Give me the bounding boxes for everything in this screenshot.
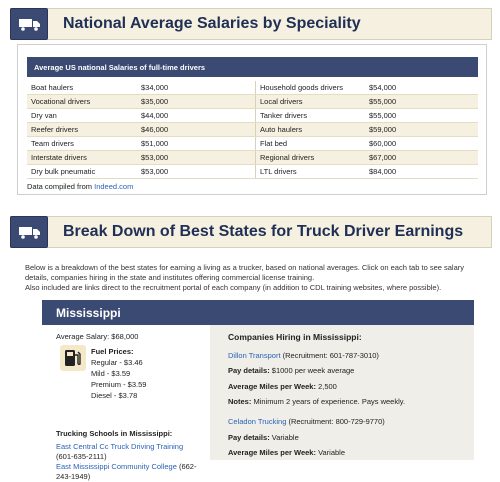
company-link[interactable]: Dillon Transport — [228, 351, 281, 360]
cell-speciality: Flat bed — [255, 137, 369, 150]
states-intro — [25, 263, 485, 293]
schools-title: Trucking Schools in Mississippi: — [56, 429, 173, 438]
intro-paragraph: Also included are links direct to the recruitment portal of each company (in addition to CDL training websites, where possible). — [25, 283, 442, 292]
school-phone: (601-635-2111) — [56, 452, 107, 461]
cell-speciality: Vocational drivers — [31, 97, 91, 106]
cell-salary: $55,000 — [369, 97, 397, 106]
state-summary — [42, 325, 210, 481]
cell-salary: $46,000 — [141, 125, 169, 134]
miles-value: Variable — [318, 448, 346, 457]
pay-value: Variable — [271, 433, 299, 442]
miles-label: Average Miles per Week: — [228, 448, 316, 457]
company-line — [228, 417, 385, 426]
miles-value: 2,500 — [318, 382, 337, 391]
table-row — [27, 109, 478, 123]
average-salary: Average Salary: $68,000 — [56, 332, 139, 341]
school-link[interactable]: East Central Cc Truck Driving Training — [56, 442, 184, 451]
miles-details — [228, 448, 345, 457]
indeed-link[interactable]: Indeed.com — [94, 182, 134, 191]
cell-salary: $84,000 — [369, 167, 397, 176]
table-row — [27, 165, 478, 179]
pay-details — [228, 366, 354, 375]
cell-speciality: Boat haulers — [31, 83, 74, 92]
cell-speciality: Household goods drivers — [255, 81, 369, 94]
fuel-price: Regular - $3.46 — [91, 358, 143, 367]
state-name: Mississippi — [56, 306, 121, 320]
salary-table — [27, 81, 478, 179]
cell-salary: $53,000 — [141, 153, 169, 162]
company-line — [228, 351, 379, 360]
companies-title: Companies Hiring in Mississippi: — [228, 332, 362, 342]
cell-salary: $67,000 — [369, 153, 397, 162]
salaries-section-header — [10, 8, 492, 40]
cell-salary: $51,000 — [141, 139, 169, 148]
cell-salary: $44,000 — [141, 111, 169, 120]
pay-details — [228, 433, 299, 442]
recruitment-phone: (Recruitment: 800-729-9770) — [288, 417, 385, 426]
cell-salary: $53,000 — [141, 167, 169, 176]
notes-label: Notes: — [228, 397, 252, 406]
intro-paragraph: Below is a breakdown of the best states for earning a living as a trucker, based on national averages. Click on each tab to see salary details, companies hiring in the state and institutes offering commercial license training. — [25, 263, 465, 282]
notes-value: Minimum 2 years of experience. Pays weekly. — [253, 397, 406, 406]
pay-value: $1000 per week average — [271, 366, 355, 375]
cell-salary: $55,000 — [369, 111, 397, 120]
pay-label: Pay details: — [228, 366, 270, 375]
cell-speciality: Interstate drivers — [31, 153, 87, 162]
cell-speciality: Regional drivers — [255, 151, 369, 164]
table-row — [27, 123, 478, 137]
recruitment-phone: (Recruitment: 601-787-3010) — [282, 351, 379, 360]
state-panel — [42, 300, 474, 481]
table-row — [27, 95, 478, 109]
cell-speciality: Local drivers — [255, 95, 369, 108]
table-heading: Average US national Salaries of full-time drivers — [27, 57, 478, 77]
cell-speciality: Team drivers — [31, 139, 74, 148]
salaries-panel — [17, 44, 487, 195]
truck-icon — [10, 8, 48, 40]
cell-speciality: Tanker drivers — [255, 109, 369, 122]
fuel-price: Mild - $3.59 — [91, 369, 131, 378]
school-entry — [56, 462, 196, 472]
table-row — [27, 151, 478, 165]
table-row — [27, 81, 478, 95]
fuel-prices-title: Fuel Prices: — [91, 347, 134, 356]
school-phone: (662- — [178, 462, 197, 471]
state-tab-header[interactable] — [42, 300, 474, 325]
truck-icon — [10, 216, 48, 248]
notes-details — [228, 397, 405, 406]
fuel-pump-icon — [60, 345, 86, 371]
data-credit — [27, 182, 133, 191]
company-link[interactable]: Celadon Trucking — [228, 417, 287, 426]
cell-salary: $35,000 — [141, 97, 169, 106]
section-title: National Average Salaries by Speciality — [63, 15, 361, 32]
cell-speciality: LTL drivers — [255, 165, 369, 178]
miles-details — [228, 382, 337, 391]
school-link[interactable]: East Mississippi Community College — [56, 462, 177, 471]
cell-speciality: Reefer drivers — [31, 125, 79, 134]
school-phone: 243-1949) — [56, 472, 91, 481]
cell-speciality: Dry van — [31, 111, 57, 120]
states-section-header — [10, 216, 492, 248]
cell-speciality: Auto haulers — [255, 123, 369, 136]
fuel-price: Premium - $3.59 — [91, 380, 147, 389]
credit-prefix: Data compiled from — [27, 182, 93, 191]
cell-salary: $60,000 — [369, 139, 397, 148]
pay-label: Pay details: — [228, 433, 270, 442]
section-title: Break Down of Best States for Truck Driver Earnings — [63, 223, 464, 240]
cell-salary: $34,000 — [141, 83, 169, 92]
cell-speciality: Dry bulk pneumatic — [31, 167, 96, 176]
cell-salary: $59,000 — [369, 125, 397, 134]
cell-salary: $54,000 — [369, 83, 397, 92]
table-row — [27, 137, 478, 151]
fuel-price: Diesel - $3.78 — [91, 391, 138, 400]
miles-label: Average Miles per Week: — [228, 382, 316, 391]
